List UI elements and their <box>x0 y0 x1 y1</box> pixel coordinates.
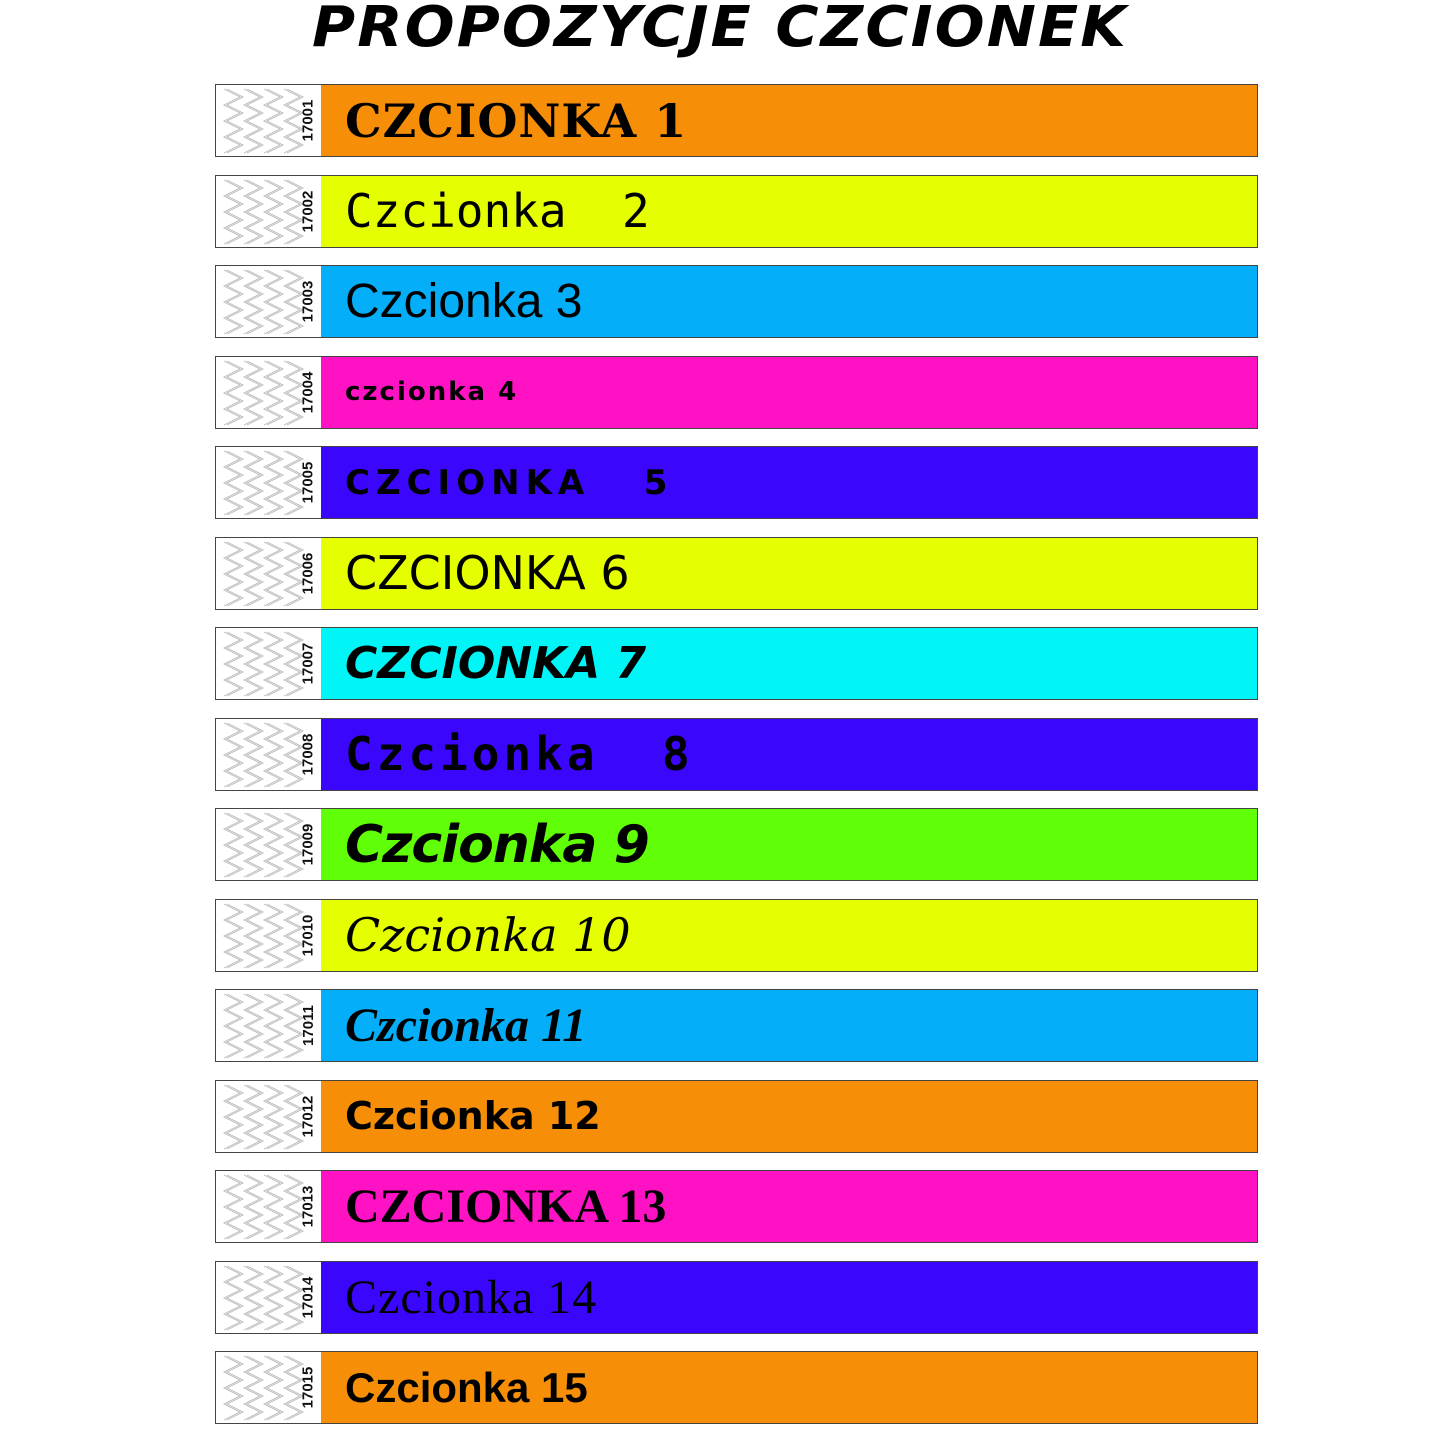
wristband-stub <box>216 1081 321 1152</box>
wristband-color-strip <box>321 1081 1257 1152</box>
serial-number-text: 17006 <box>299 552 317 594</box>
font-sample-label: Czcionka 2 <box>345 184 650 238</box>
serial-number-text: 17001 <box>299 99 317 142</box>
serial-number-text: 17003 <box>299 280 317 323</box>
font-sample-label: Czcionka 9 <box>345 814 649 875</box>
serial-number <box>297 809 319 880</box>
wristband-color-strip <box>321 1171 1257 1242</box>
serial-number-text: 17013 <box>299 1185 317 1228</box>
font-sample-label: CZCIONKA 13 <box>345 1180 667 1233</box>
serial-number <box>297 719 319 790</box>
wristband <box>215 446 1258 519</box>
wristband <box>215 989 1258 1062</box>
wristband-color-strip <box>321 447 1257 518</box>
serial-number-text: 17011 <box>299 1005 317 1046</box>
font-sample-label: Czcionka 15 <box>345 1363 588 1411</box>
page-title: PROPOZYCJE CZCIONEK <box>312 0 1128 60</box>
wristband-color-strip <box>321 176 1257 247</box>
serial-number-text: 17015 <box>299 1366 317 1409</box>
wristband-color-strip <box>321 85 1257 156</box>
wristband-color-strip <box>321 538 1257 609</box>
serial-number-text: 17002 <box>299 190 317 232</box>
font-sample-label: Czcionka 3 <box>345 275 583 328</box>
font-sample-label: Czcionka 14 <box>345 1270 598 1324</box>
serial-number <box>297 538 319 609</box>
serial-number-text: 17012 <box>299 1095 317 1137</box>
wristband-stub <box>216 1352 321 1423</box>
wristband-color-strip <box>321 266 1257 337</box>
wristband <box>215 808 1258 881</box>
serial-number <box>297 628 319 699</box>
serial-number-text: 17007 <box>299 642 317 685</box>
wristband-color-strip <box>321 357 1257 428</box>
wristband-color-strip <box>321 1352 1257 1423</box>
wristband <box>215 899 1258 972</box>
serial-number <box>297 176 319 247</box>
wristband-color-strip <box>321 719 1257 790</box>
serial-number <box>297 990 319 1061</box>
serial-number <box>297 900 319 971</box>
wristband <box>215 627 1258 700</box>
wristband <box>215 356 1258 429</box>
wristband-color-strip <box>321 900 1257 971</box>
wristband-stub <box>216 176 321 247</box>
font-sample-label: Czcionka 11 <box>345 999 587 1052</box>
wristband <box>215 1351 1258 1424</box>
wristband-stub <box>216 809 321 880</box>
font-sample-label: Czcionka 8 <box>345 727 694 781</box>
font-sample-label: Czcionka 10 <box>345 908 631 962</box>
font-sample-label: CZCIONKA 6 <box>345 546 630 600</box>
wristband <box>215 175 1258 248</box>
font-sample-label: Czcionka 12 <box>345 1094 601 1138</box>
serial-number-text: 17005 <box>299 461 317 504</box>
font-sample-label: czcionka 4 <box>345 377 519 407</box>
wristband-color-strip <box>321 809 1257 880</box>
serial-number-text: 17014 <box>299 1276 317 1318</box>
wristband-stub <box>216 538 321 609</box>
wristband <box>215 84 1258 157</box>
serial-number <box>297 1262 319 1333</box>
wristband-stub <box>216 900 321 971</box>
wristband-stub <box>216 1171 321 1242</box>
wristband-color-strip <box>321 990 1257 1061</box>
wristband-stub <box>216 266 321 337</box>
serial-number <box>297 357 319 428</box>
serial-number-text: 17004 <box>299 371 317 413</box>
font-sample-label: CZCIONKA 5 <box>345 462 674 503</box>
serial-number <box>297 85 319 156</box>
serial-number-text: 17009 <box>299 823 317 866</box>
wristband-stub <box>216 1262 321 1333</box>
serial-number-text: 17008 <box>299 733 317 775</box>
wristband-stub <box>216 357 321 428</box>
font-sample-label: CZCIONKA 1 <box>345 93 688 148</box>
wristband-color-strip <box>321 1262 1257 1333</box>
serial-number-text: 17010 <box>299 914 317 956</box>
wristband <box>215 1170 1258 1243</box>
wristband-color-strip <box>321 628 1257 699</box>
wristband-stub <box>216 719 321 790</box>
wristband <box>215 1080 1258 1153</box>
wristband-stub <box>216 447 321 518</box>
wristband-stub <box>216 628 321 699</box>
serial-number <box>297 1352 319 1423</box>
serial-number <box>297 1171 319 1242</box>
wristband <box>215 265 1258 338</box>
font-sample-label: CZCIONKA 7 <box>345 638 647 689</box>
wristband-stub <box>216 85 321 156</box>
wristband <box>215 718 1258 791</box>
wristband <box>215 1261 1258 1334</box>
serial-number <box>297 1081 319 1152</box>
serial-number <box>297 266 319 337</box>
wristband <box>215 537 1258 610</box>
wristband-stub <box>216 990 321 1061</box>
serial-number <box>297 447 319 518</box>
